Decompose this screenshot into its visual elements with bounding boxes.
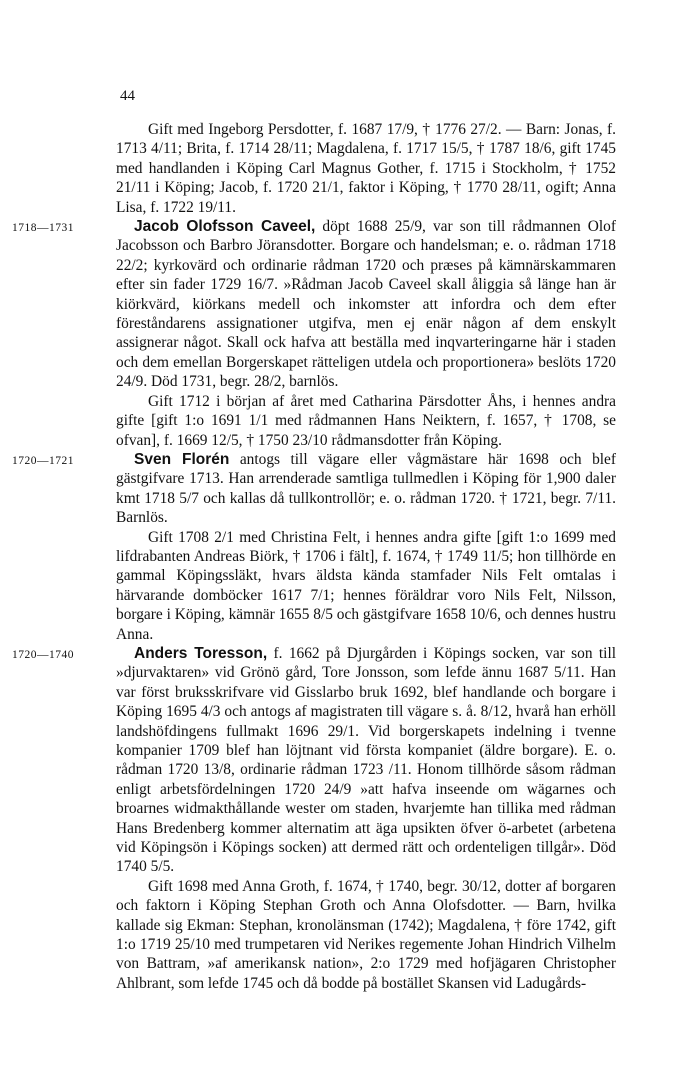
paragraph-anna-groth: Gift 1698 med Anna Groth, f. 1674, † 1740, begr. 30/12, dotter af borgaren och faktorn i Köping Stephan Groth och Anna Olofsdotter. — Barn, hvilka kallade sig Ekman: Stephan, kronolänsman (1742); Magdalena, † före 1742, gift 1:o 1719 25/10 med trumpetaren vid Nerikes regemente Johan Hindrich Vilhelm von Battram, »af amerikansk nation», 2:o 1729 med hofjägaren Christopher Ahlbrant, som lefde 1745 och då bodde på bostället Skansen vid Ladugårds- — [116, 877, 616, 992]
entry-text: döpt 1688 25/9, var son till rådmannen Olof Jacobsson och Barbro Jöransdotter. Borgare och handelsman; e. o. rådman 1718 22/2; kyrkovärd och ordinarie rådman 1720 och præses på kämnärskammaren efter sin fader 1729 16/7. »Rådman Jacob Caveel skall åliggia så länge han är kiörkvärd, kiörkans medell och inkomster att infordra och dem efter föreståndarens assignationer utgifva, men ej enär någon af dem enskylt assignerar något. Skall ock hafva att beställa med inqvarteringarne här i staden och dem emellan Borgerskapet rätteligen utdela och proportionera» beslöts 1720 24/9. Död 1731, begr. 28/2, barnlös. — [116, 218, 616, 391]
entry-anders-toresson — [12, 644, 616, 877]
tenure-years: 1718—1731 — [12, 222, 74, 235]
person-name: Anders Toresson, — [134, 644, 268, 662]
page-number: 44 — [120, 88, 135, 104]
entry-sven-floren — [12, 450, 616, 528]
entry-jacob-caveel — [12, 217, 616, 392]
entry-text: f. 1662 på Djurgården i Köpings socken, var son till »djurvaktaren» vid Grönö gård, Tore Jonsson, som lefde ännu 1687 5/11. Han var först bruksskrifvare vid Gisslarbo bruk 1692, blef handlande och borgare i Köping 1695 4/3 och antogs af magistraten till vägare s. å. 8/12, hvarå han erhöll landshöfdingens fullmakt 1696 29/1. Vid borgerskapets indelning i tvenne kompanier 1709 blef han löjtnant vid första kompaniet (äldre borgare). E. o. rådman 1720 13/8, ordinarie rådman 1723 /11. Honom tillhörde såsom rådman enligt arbetsfördelningen 1720 24/9 »att hafva inseende om wägarnes och broarnes widmakthållande wester om staden, hvarjemte han tillika med rådman Hans Bredenberg kommer alternatim att äga upsikten öfver ö-arbetet (arbetena vid Köpingsön i Köpings socken) att dermed rätt och ordenteligen tillgår». Död 1740 5/5. — [116, 644, 616, 876]
person-name: Sven Florén — [134, 450, 230, 468]
person-name: Jacob Olofsson Caveel, — [134, 218, 316, 236]
entry-text: antogs till vägare eller vågmästare här 1698 och blef gästgifvare 1713. Han arrenderade samtliga tullmedlen i Köping för 1,900 daler kmt 1718 5/7 och kallas då tullkontrollör; e. o. rådman 1720. † 1721, begr. 7/11. Barnlös. — [116, 450, 616, 527]
body-text — [12, 120, 616, 993]
paragraph-christina: Gift 1708 2/1 med Christina Felt, i hennes andra gifte [gift 1:o 1699 med lifdrabanten Andreas Biörk, † 1706 i fält], f. 1674, † 1749 11/5; hon tillhörde en gammal Köpingssläkt, hvars äldsta kända stamfader Nils Felt omtalas i härvarande domböcker 1617 7/1; hennes föräldrar voro Nils Felt, Nilsson, borgare i Köping, kämnär 1655 8/5 och gästgifvare 1658 10/6, och dennes hustru Anna. — [116, 528, 616, 643]
paragraph-ingeborg: Gift med Ingeborg Persdotter, f. 1687 17/9, † 1776 27/2. — Barn: Jonas, f. 1713 4/11; Brita, f. 1714 28/11; Magdalena, f. 1717 15/5, † 1787 18/6, gift 1745 med handlanden i Köping Carl Magnus Gother, f. 1715 i Stockholm, † 1752 21/11 i Köping; Jacob, f. 1720 21/1, faktor i Köping, † 1770 28/11, ogift; Anna Lisa, f. 1722 19/11. — [116, 121, 616, 216]
tenure-years: 1720—1721 — [12, 454, 74, 467]
tenure-years: 1720—1740 — [12, 648, 74, 661]
paragraph-catharina: Gift 1712 i början af året med Catharina Pärsdotter Åhs, i hennes andra gifte [gift 1:o 1691 1/1 med rådmannen Hans Neiktern, f. 1657, † 1708, se ofvan], f. 1669 12/5, † 1750 23/10 rådmansdotter från Köping. — [116, 392, 616, 449]
